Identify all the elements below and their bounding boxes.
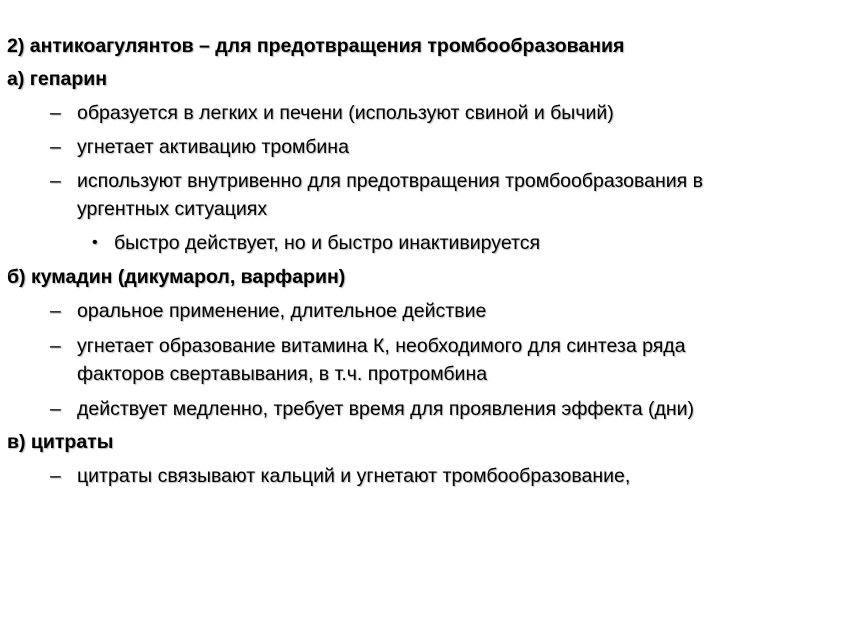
section-heading-heparin: а) гепарин [7,68,108,90]
list-item-text-line2: факторов свертавывания, в т.ч. протромбина [77,363,488,385]
list-item-text: угнетает активацию тромбина [77,136,349,158]
dash-marker: – [50,136,61,158]
list-item-text: действует медленно, требует время для проявления эффекта (дни) [77,398,695,420]
dash-marker: – [50,335,61,357]
dash-marker: – [50,398,61,420]
sub-list-item-text: быстро действует, но и быстро инактивируется [114,232,541,254]
dash-marker: – [50,300,61,322]
dash-marker: – [50,465,61,487]
dash-marker: – [50,102,61,124]
list-item-text: образуется в легких и печени (используют свиной и бычий) [77,102,614,124]
list-item-text-line1: угнетает образование витамина К, необходимого для синтеза ряда [77,335,686,357]
list-item-text-line2: ургентных ситуациях [77,198,268,220]
list-item-text-line1: используют внутривенно для предотвращения тромбообразования в [77,170,703,192]
bullet-marker: • [92,234,98,251]
section-heading-citrates: в) цитраты [7,431,114,453]
dash-marker: – [50,170,61,192]
section-heading-coumadin: б) кумадин (дикумарол, варфарин) [7,266,346,288]
list-item-text: цитраты связывают кальций и угнетают тромбообразование, [77,465,631,487]
list-item-text: оральное применение, длительное действие [77,300,487,322]
slide-title: 2) антикоагулянтов – для предотвращения тромбообразования [7,35,625,57]
